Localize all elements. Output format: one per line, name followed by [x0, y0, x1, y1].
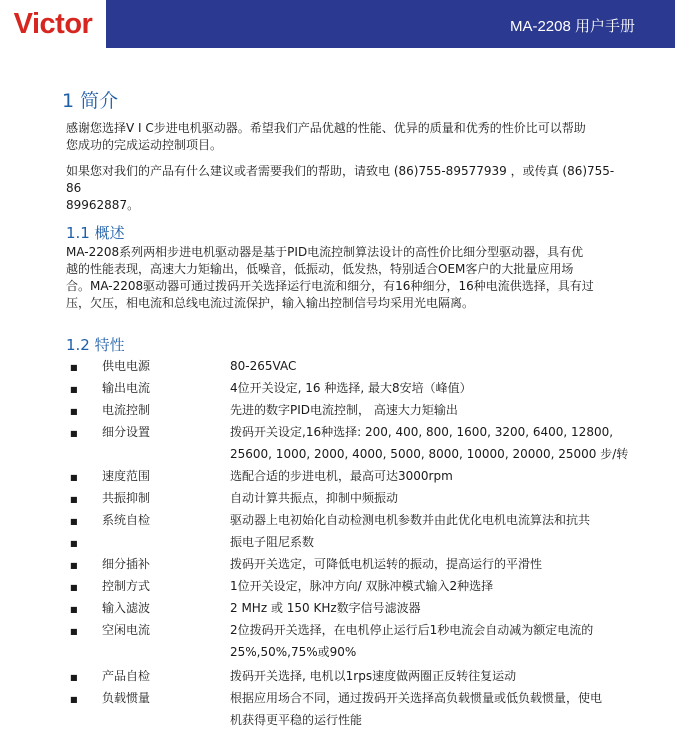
bullet-icon: ■ [70, 539, 78, 548]
feature-value-continued: 25600, 1000, 2000, 4000, 5000, 8000, 10000, 20000, 25000 步/转 [230, 447, 629, 461]
feature-name: 供电电源 [102, 359, 151, 373]
feature-name: 控制方式 [102, 579, 151, 593]
feature-name: 负载惯量 [102, 691, 151, 705]
feature-name: 系统自检 [102, 513, 151, 527]
bullet-icon: ■ [70, 561, 78, 570]
feature-value-continued: 振电子阻尼系数 [230, 535, 315, 549]
bullet-icon: ■ [70, 363, 78, 372]
overview-line1: MA-2208系列两相步进电机驱动器是基于PID电流控制算法设计的高性价比细分型驱动器，具有优 [66, 245, 584, 259]
intro-p1-line2: 您成功的完成运动控制项目。 [66, 138, 223, 152]
section-intro-heading: 1 简介 [62, 90, 119, 112]
page-header [0, 0, 675, 48]
bullet-icon: ■ [70, 495, 78, 504]
bullet-icon: ■ [70, 517, 78, 526]
feature-name: 产品自检 [102, 669, 151, 683]
bullet-icon: ■ [70, 627, 78, 636]
section-features-heading: 1.2 特性 [66, 336, 125, 354]
feature-name: 电流控制 [102, 403, 151, 417]
feature-name: 细分设置 [102, 425, 151, 439]
bullet-icon: ■ [70, 429, 78, 438]
feature-value: 拨码开关选定，可降低电机运转的振动，提高运行的平滑性 [230, 557, 543, 571]
intro-paragraph-2 [66, 163, 626, 214]
feature-value: 2位拨码开关选择，在电机停止运行后1秒电流会自动减为额定电流的 [230, 623, 594, 637]
overview-line2: 越的性能表现，高速大力矩输出，低噪音，低振动，低发热，特别适合OEM客户的大批量应用场 [66, 262, 574, 276]
bullet-icon: ■ [70, 385, 78, 394]
document-title: MA-2208 用户手册 [509, 18, 635, 35]
brand-logo [0, 0, 106, 48]
feature-name: 输入滤波 [102, 601, 151, 615]
bullet-icon: ■ [70, 605, 78, 614]
logo-text: Victor [13, 7, 93, 40]
bullet-icon: ■ [70, 583, 78, 592]
bullet-icon: ■ [70, 407, 78, 416]
feature-value: 80-265VAC [230, 359, 297, 373]
section-overview-heading: 1.1 概述 [66, 224, 125, 242]
feature-name: 细分插补 [102, 557, 151, 571]
overview-line4: 压，欠压，相电流和总线电流过流保护，输入输出控制信号均采用光电隔离。 [66, 296, 475, 310]
feature-value: 1位开关设定，脉冲方向/ 双脉冲模式输入2种选择 [230, 579, 494, 593]
feature-value: 拨码开关设定,16种选择: 200, 400, 800, 1600, 3200, 6400, 12800, [230, 425, 614, 439]
intro-paragraph-1 [66, 120, 626, 154]
feature-name: 共振抑制 [102, 491, 151, 505]
bullet-icon: ■ [70, 695, 78, 704]
overview-paragraph [66, 244, 626, 312]
intro-p2-line1: 如果您对我们的产品有什么建议或者需要我们的帮助，请致电 (86)755-89577939 ，或传真 (86)755-86 [66, 164, 615, 195]
feature-value: 2 MHz 或 150 KHz数字信号滤波器 [230, 601, 421, 615]
feature-value: 根据应用场合不同，通过拨码开关选择高负载惯量或低负载惯量，使电 [230, 691, 603, 705]
feature-value: 自动计算共振点，抑制中频振动 [230, 491, 399, 505]
feature-value-continued: 25%,50%,75%或90% [230, 645, 357, 659]
intro-p2-line2: 89962887。 [66, 198, 140, 212]
feature-value: 先进的数字PID电流控制， 高速大力矩输出 [230, 403, 458, 417]
feature-value: 4位开关设定, 16 种选择, 最大8安培（峰值） [230, 381, 472, 395]
feature-name: 空闲电流 [102, 623, 151, 637]
bullet-icon: ■ [70, 673, 78, 682]
intro-p1-line1: 感谢您选择V I C步进电机驱动器。希望我们产品优越的性能、优异的质量和优秀的性价比可以帮助 [66, 121, 586, 135]
feature-value-continued: 机获得更平稳的运行性能 [230, 713, 363, 727]
overview-line3: 合。MA-2208驱动器可通过拨码开关选择运行电流和细分，有16种细分，16种电流供选择，具有过 [66, 279, 594, 293]
feature-name: 速度范围 [102, 469, 151, 483]
feature-value: 驱动器上电初始化自动检测电机参数并由此优化电机电流算法和抗共 [230, 513, 591, 527]
feature-name: 输出电流 [102, 381, 151, 395]
bullet-icon: ■ [70, 473, 78, 482]
feature-value: 拨码开关选择, 电机以1rps速度做两圈正反转往复运动 [230, 669, 517, 683]
feature-value: 选配合适的步进电机，最高可达3000rpm [230, 469, 453, 483]
